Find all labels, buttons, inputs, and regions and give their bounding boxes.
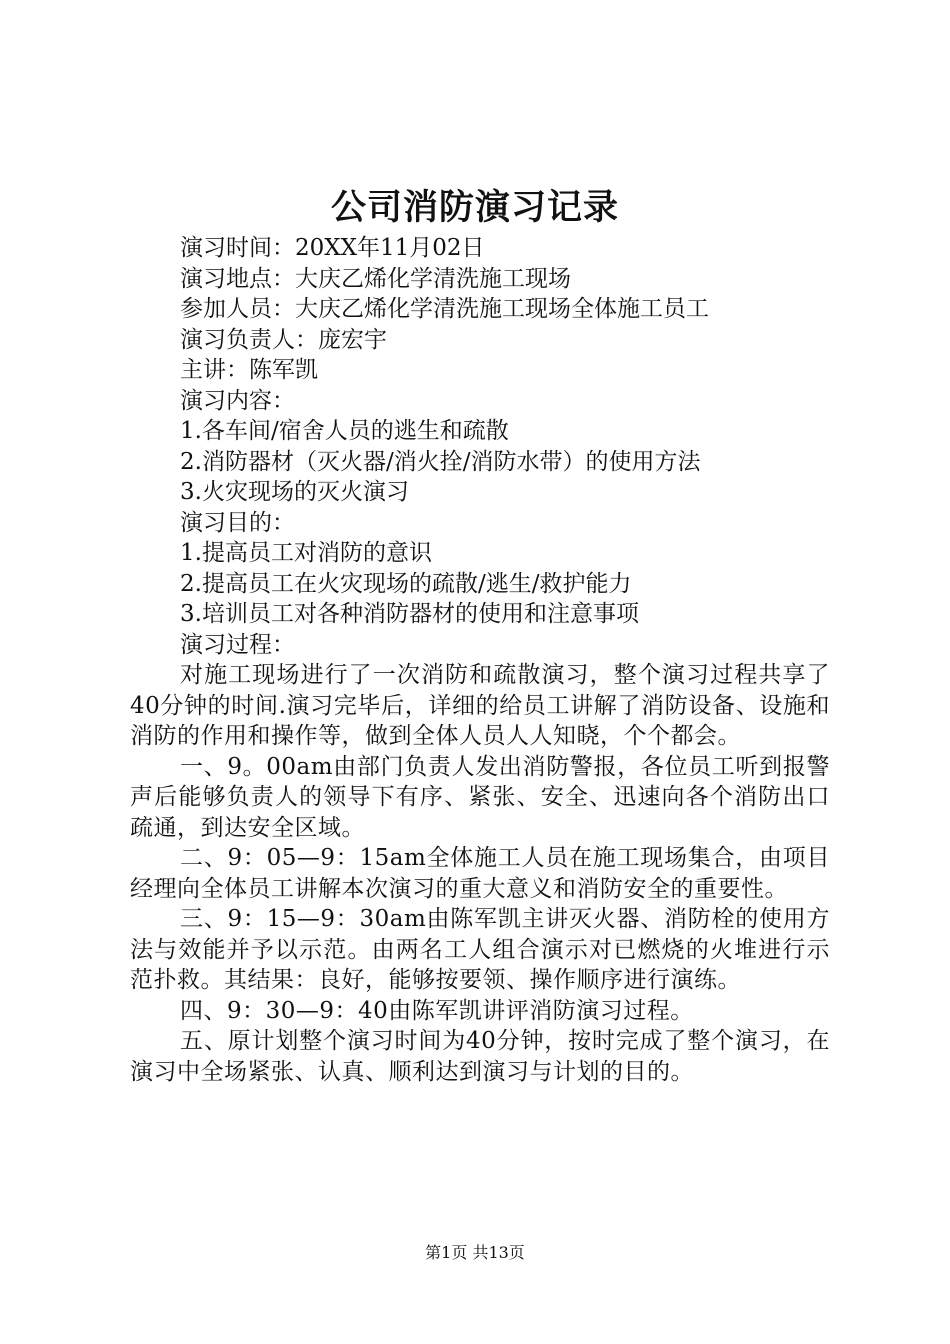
info-line-person-in-charge: 演习负责人：庞宏宇 — [180, 326, 387, 353]
info-line-content-item-1: 1.各车间/宿舍人员的逃生和疏散 — [180, 418, 509, 444]
info-line-drill-location: 演习地点：大庆乙烯化学清洗施工现场 — [180, 265, 571, 292]
info-line-content-item-2: 2.消防器材（灭火器/消火拴/消防水带）的使用方法 — [180, 448, 701, 475]
info-line-process-heading: 演习过程： — [180, 631, 295, 658]
process-paragraph-step-1: 一、9。00am由部门负责人发出消防警报，各位员工听到报警声后能够负责人的领导下有序、紧张、安全、迅速向各个消防出口疏通，到达安全区域。 — [130, 753, 830, 841]
info-line-purpose-item-3: 3.培训员工对各种消防器材的使用和注意事项 — [180, 601, 639, 627]
info-line-purpose-item-1: 1.提高员工对消防的意识 — [180, 540, 432, 566]
info-line-content-heading: 演习内容： — [180, 387, 295, 414]
info-line-purpose-item-2: 2.提高员工在火灾现场的疏散/逃生/救护能力 — [180, 570, 632, 597]
info-line-speaker: 主讲：陈军凯 — [180, 357, 318, 383]
info-line-participants: 参加人员：大庆乙烯化学清洗施工现场全体施工员工 — [180, 296, 709, 322]
info-line-content-item-3: 3.火灾现场的灭火演习 — [180, 479, 409, 505]
process-paragraph-step-3: 三、9：15—9：30am由陈军凯主讲灭火器、消防栓的使用方法与效能并予以示范。由两名工人组合演示对已燃烧的火堆进行示范扑救。其结果：良好，能够按要领、操作顺序进行演练。 — [130, 906, 830, 993]
page-number-footer: 第1页 共13页 — [425, 1243, 525, 1262]
document-body — [130, 233, 830, 1087]
info-line-purpose-heading: 演习目的： — [180, 509, 295, 536]
process-paragraph-step-2: 二、9：05—9：15am全体施工人员在施工现场集合，由项目经理向全体员工讲解本次演习的重大意义和消防安全的重要性。 — [130, 845, 830, 902]
process-paragraph-intro: 对施工现场进行了一次消防和疏散演习，整个演习过程共享了40分钟的时间.演习完毕后，详细的给员工讲解了消防设备、设施和消防的作用和操作等，做到全体人员人人知晓，个个都会。 — [130, 662, 830, 749]
process-paragraph-step-5: 五、原计划整个演习时间为40分钟，按时完成了整个演习，在演习中全场紧张、认真、顺利达到演习与计划的目的。 — [130, 1028, 830, 1085]
info-line-drill-time: 演习时间：20XX年11月02日 — [180, 235, 485, 261]
process-paragraph-step-4: 四、9：30—9：40由陈军凯讲评消防演习过程。 — [180, 997, 694, 1024]
document-title: 公司消防演习记录 — [330, 187, 619, 228]
